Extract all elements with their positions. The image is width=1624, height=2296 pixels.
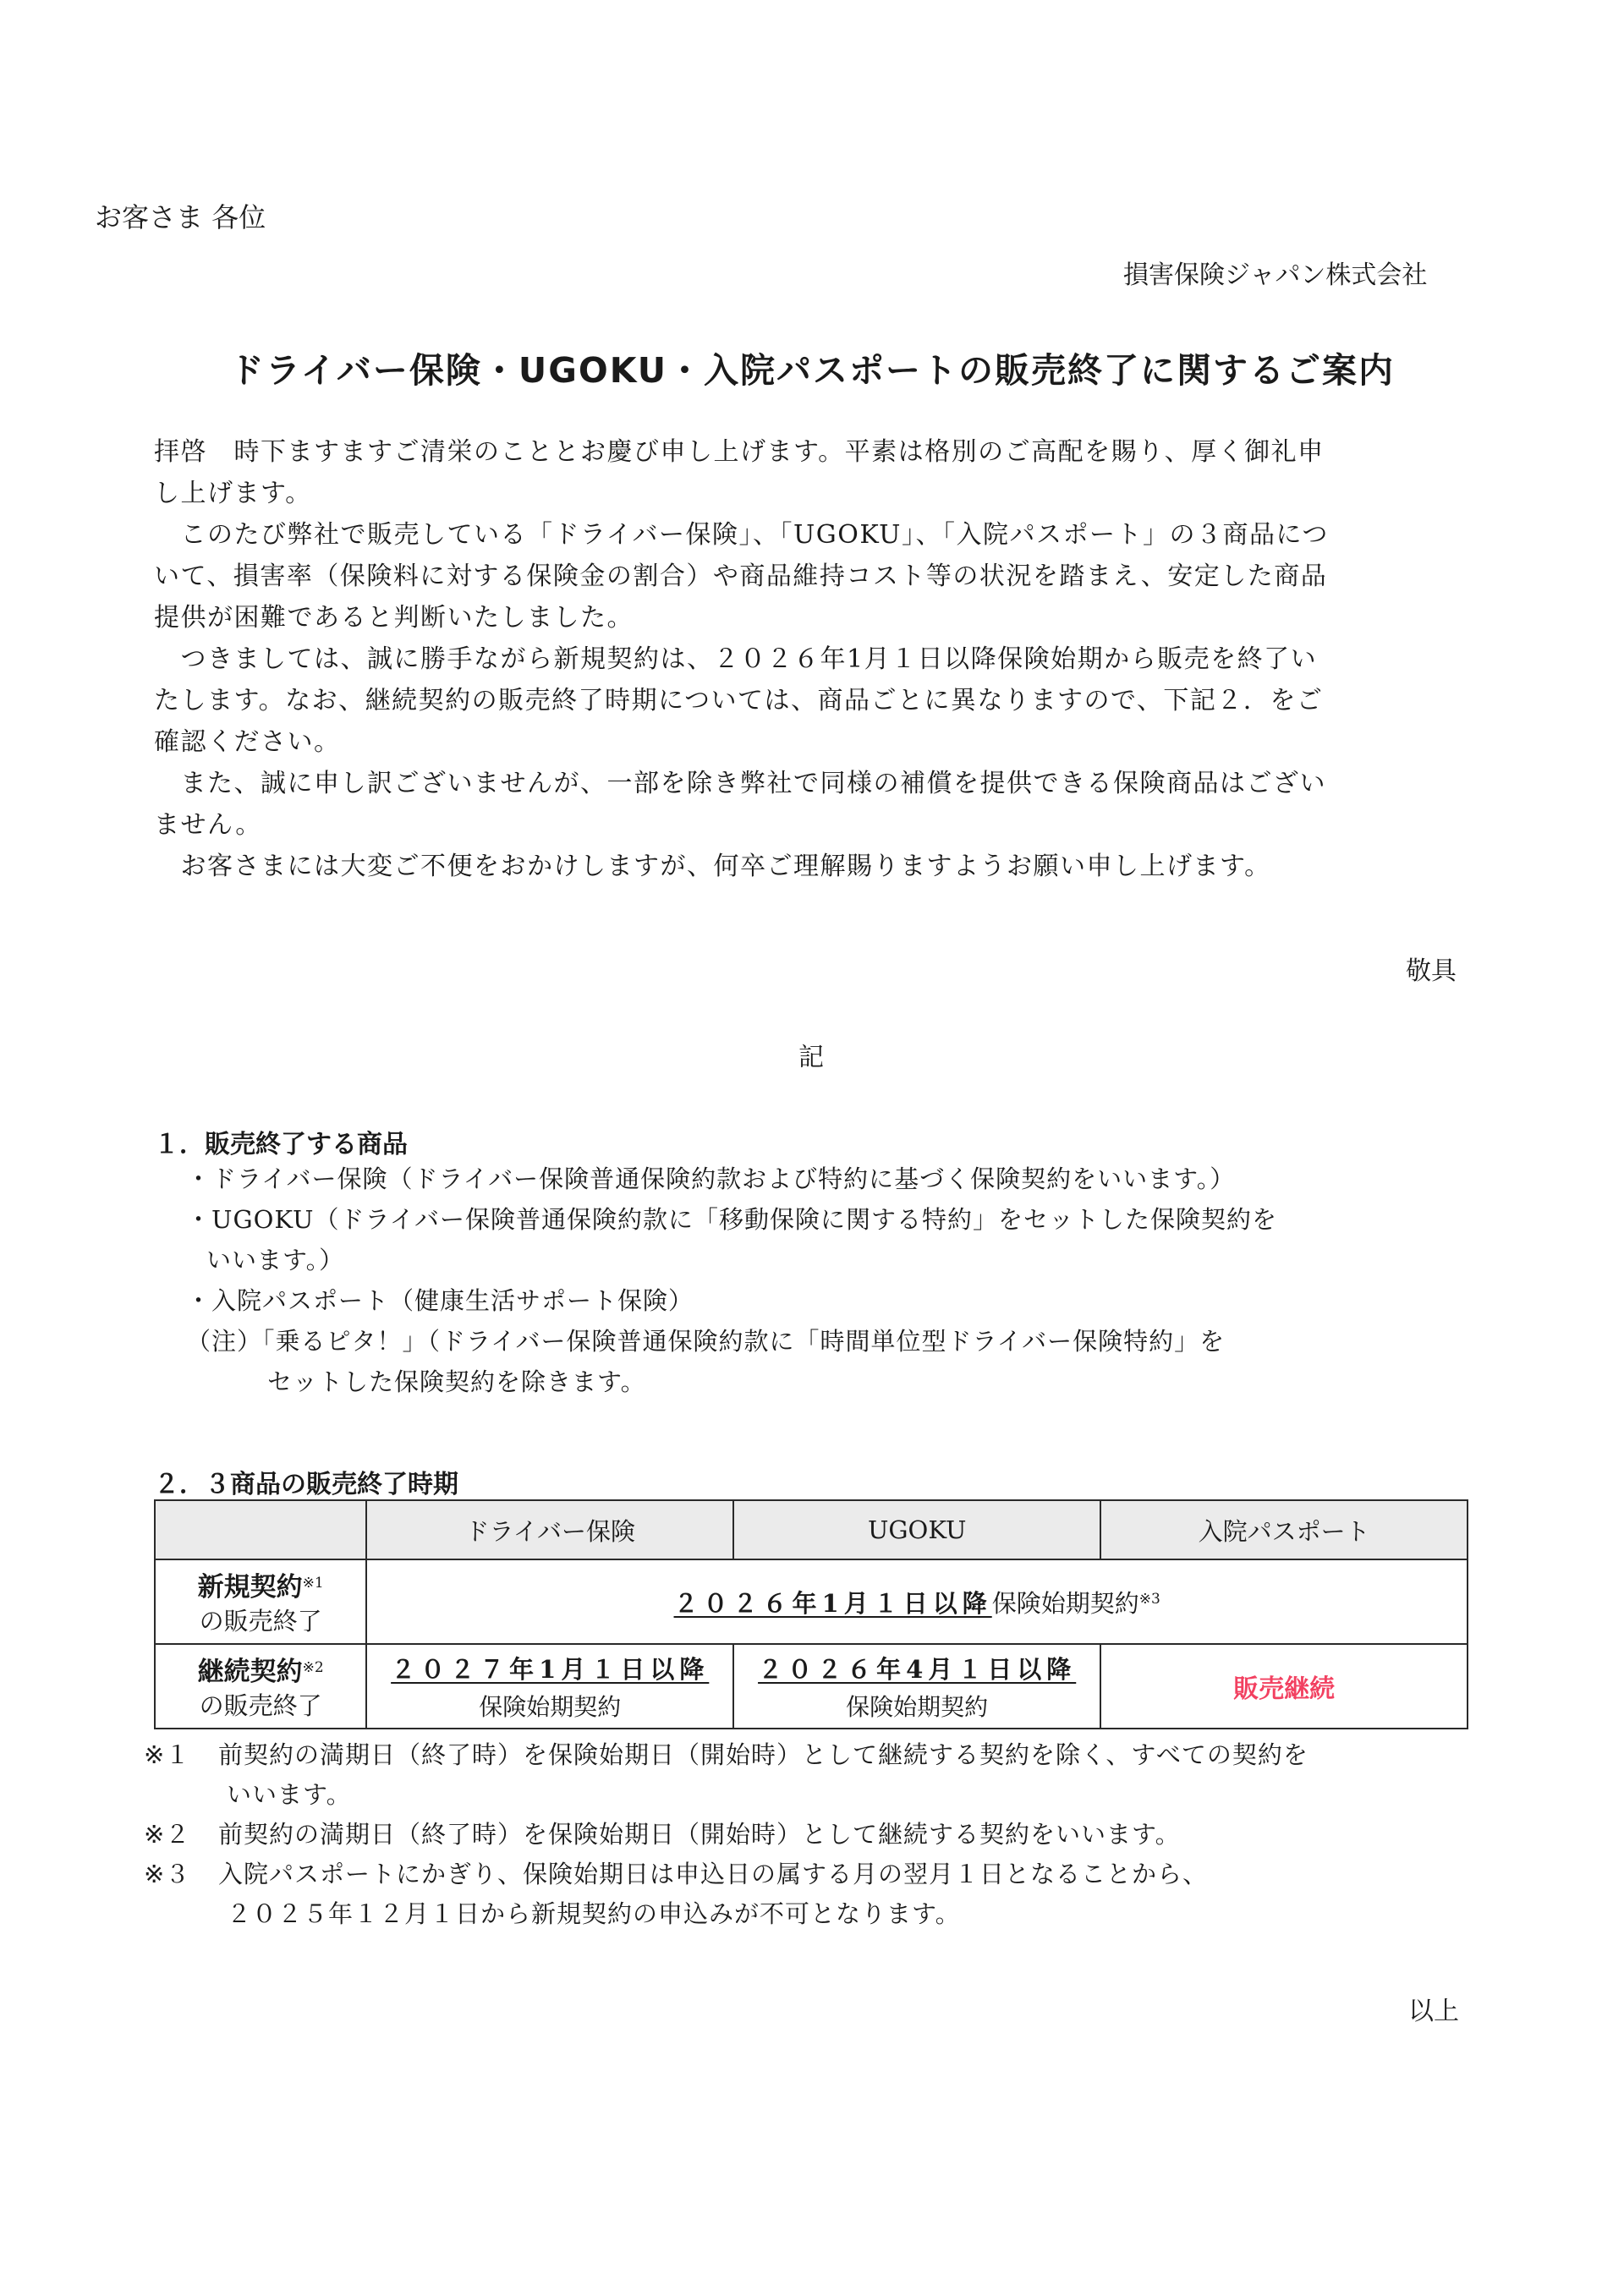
table-row-renew (155, 1644, 1468, 1729)
sender-company: 損害保険ジャパン株式会社 (1123, 260, 1428, 290)
footnote (144, 1855, 1497, 1894)
body-line: 拝啓 時下ますますご清栄のこととお慶び申し上げます。平素は格別のご高配を賜り、厚く御礼申 (154, 437, 1325, 467)
body-line: つきましては、誠に勝手ながら新規契約は、２０２６年1月１日以降保険始期から販売を終了い (154, 644, 1318, 674)
driver-renew-date: ２０２７年1月１日以降 (391, 1654, 710, 1684)
row-label-renew (155, 1644, 366, 1729)
footnote-ref: ※2 (302, 1658, 324, 1676)
footnote-text: 入院パスポートにかぎり、保険始期日は申込日の属する月の翌月１日となることから、 (218, 1860, 1209, 1888)
footnote (144, 1735, 1497, 1775)
label-sub: の販売終了 (199, 1606, 322, 1636)
label-bold: 継続契約 (197, 1656, 303, 1687)
footnote-text: 前契約の満期日（終了時）を保険始期日（開始時）として継続する契約をいいます。 (218, 1820, 1181, 1849)
footnote-text: 前契約の満期日（終了時）を保険始期日（開始時）として継続する契約を除く、すべての契約を (218, 1740, 1309, 1769)
section1-heading: １．販売終了する商品 (154, 1130, 408, 1159)
document-title: ドライバー保険・UGOKU・入院パスポートの販売終了に関するご案内 (228, 350, 1396, 391)
label-sub: の販売終了 (199, 1690, 322, 1720)
ugoku-renew-date: ２０２６年4月１日以降 (758, 1654, 1077, 1684)
label-bold: 新規契約 (197, 1571, 303, 1603)
footnote-ref: ※1 (302, 1574, 324, 1592)
new-contract-end-cell (366, 1559, 1468, 1644)
new-end-date: ２０２６年1月１日以降 (673, 1588, 992, 1618)
body-line: いて、損害率（保険料に対する保険金の割合）や商品維持コスト等の状況を踏まえ、安定した商品 (154, 562, 1328, 591)
schedule-table (154, 1499, 1468, 1729)
footnote-continuation: いいます。 (227, 1780, 352, 1809)
row-label-new (155, 1559, 366, 1644)
passport-status: 販売継続 (1233, 1674, 1336, 1704)
ki-marker: 記 (798, 1043, 824, 1072)
body-paragraph (154, 431, 1423, 887)
footnote (144, 1815, 1497, 1855)
footnote-mark: ※２ (144, 1820, 191, 1849)
product-list (186, 1159, 1455, 1402)
footnotes (144, 1735, 1497, 1934)
body-line: このたび弊社で販売している「ドライバー保険」、「UGOKU」、「入院パスポート」の３商品につ (154, 520, 1329, 550)
note-line-continuation: セットした保険契約を除きます。 (267, 1367, 646, 1396)
driver-renew-sub: 保険始期契約 (479, 1692, 622, 1721)
letter-body (154, 431, 1423, 887)
body-line: ません。 (154, 810, 262, 840)
footnote-continuation: ２０２５年１２月１日から新規契約の申込みが不可となります。 (227, 1899, 961, 1928)
table-header-row (155, 1500, 1468, 1559)
closing-keigu: 敬具 (1406, 956, 1457, 986)
header-ugoku: UGOKU (733, 1500, 1100, 1559)
footnote-ref: ※3 (1138, 1590, 1160, 1608)
driver-renew-cell (366, 1644, 733, 1729)
body-line: たします。なお、継続契約の販売終了時期については、商品ごとに異なりますので、下記２．をご (154, 686, 1324, 715)
body-line: し上げます。 (154, 479, 312, 508)
ugoku-renew-cell (733, 1644, 1100, 1729)
header-driver: ドライバー保険 (366, 1500, 733, 1559)
ugoku-renew-sub: 保険始期契約 (846, 1692, 989, 1721)
section2-heading: ２．３商品の販売終了時期 (154, 1470, 458, 1499)
new-end-suffix: 保険始期契約 (991, 1588, 1139, 1618)
header-empty (155, 1500, 366, 1559)
passport-renew-cell (1100, 1644, 1468, 1729)
end-mark: 以上 (1408, 1997, 1459, 2026)
body-line: 確認ください。 (154, 727, 341, 757)
footnote-mark: ※１ (144, 1740, 191, 1769)
body-line: お客さまには大変ご不便をおかけしますが、何卒ご理解賜りますようお願い申し上げます。 (154, 852, 1271, 881)
list-item-continuation: いいます。） (206, 1246, 345, 1274)
table-row-new (155, 1559, 1468, 1644)
body-line: また、誠に申し訳ございませんが、一部を除き弊社で同様の補償を提供できる保険商品はござい (154, 769, 1326, 798)
note-line: （注）「乗るピタ！」（ドライバー保険普通保険約款に「時間単位型ドライバー保険特約」を (186, 1327, 1226, 1356)
list-item: ・入院パスポート（健康生活サポート保険） (186, 1286, 694, 1315)
list-item: ・UGOKU（ドライバー保険普通保険約款に「移動保険に関する特約」をセットした保険契約を (186, 1205, 1278, 1234)
body-line: 提供が困難であると判断いたしました。 (154, 603, 634, 633)
list-item: ・ドライバー保険（ドライバー保険普通保険約款および特約に基づく保険契約をいいます。） (186, 1164, 1236, 1193)
addressee: お客さま 各位 (95, 201, 266, 233)
footnote-mark: ※３ (144, 1860, 191, 1888)
header-passport: 入院パスポート (1100, 1500, 1468, 1559)
